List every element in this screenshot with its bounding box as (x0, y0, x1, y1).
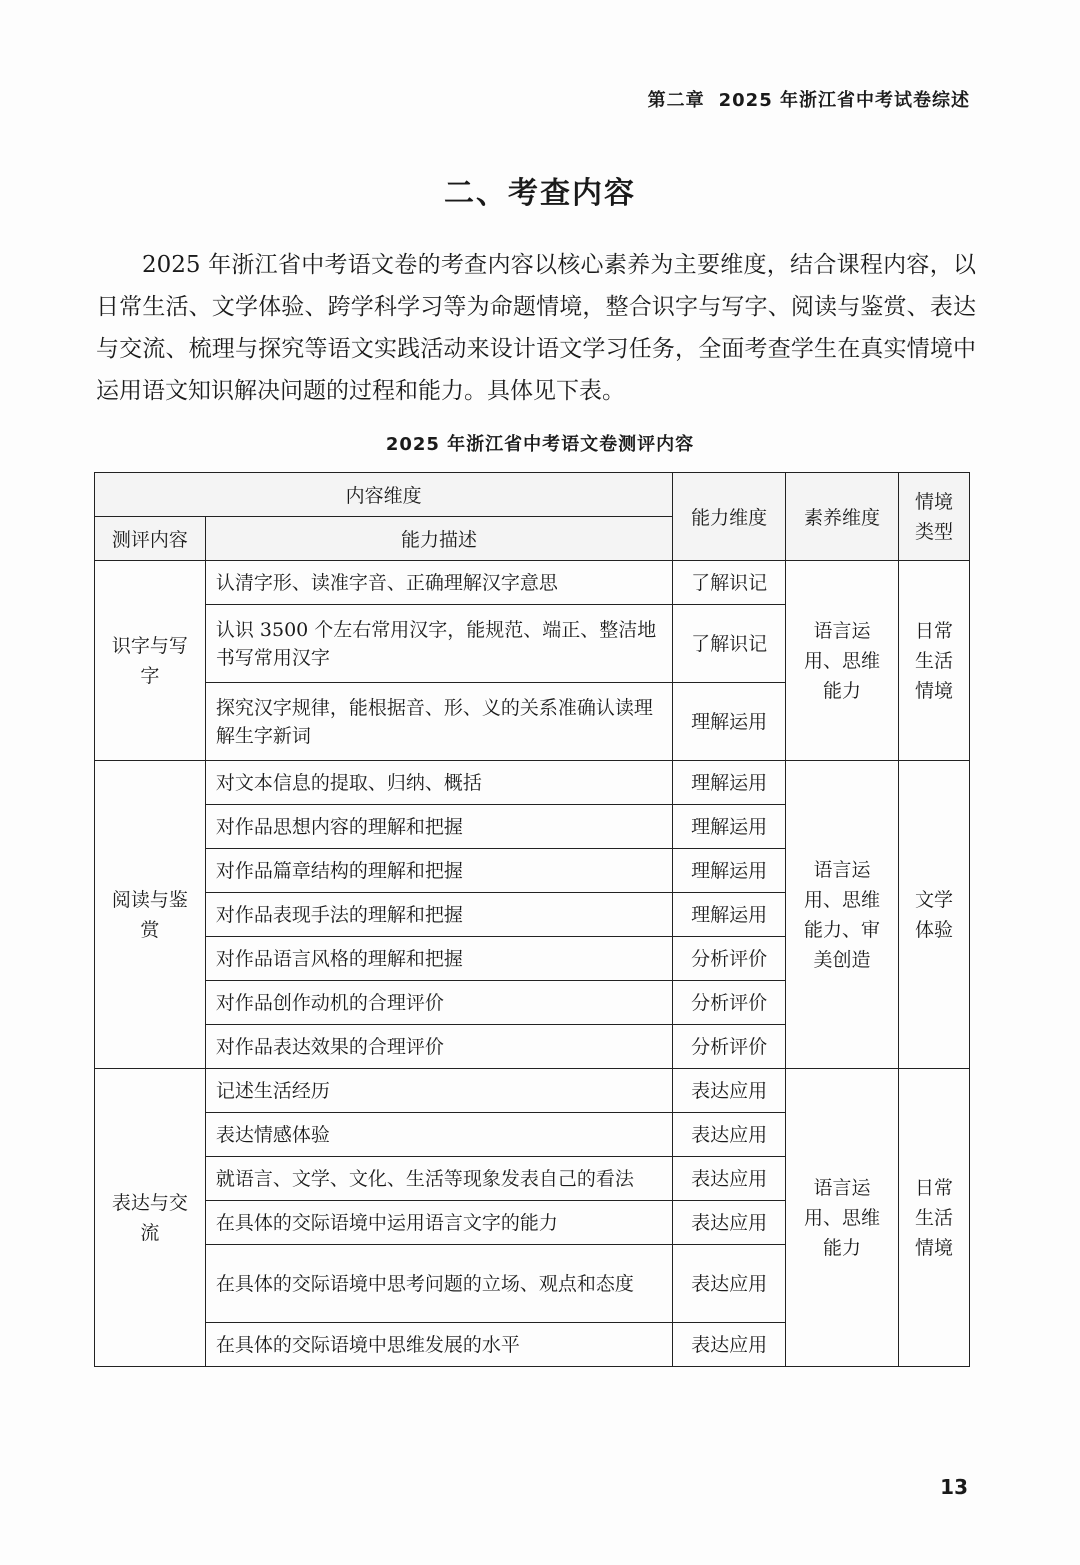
ability-desc-cell: 对作品篇章结构的理解和把握 (205, 849, 672, 893)
ability-cell: 表达应用 (673, 1069, 786, 1113)
chapter-title: 2025 年浙江省中考试卷综述 (718, 90, 970, 111)
context-cell: 日常生活情境 (899, 561, 970, 761)
header-context-type: 情境类型 (899, 473, 970, 561)
category-cell: 表达与交流 (95, 1069, 206, 1367)
ability-cell: 表达应用 (673, 1323, 786, 1367)
intro-text: 2025 年浙江省中考语文卷的考查内容以核心素养为主要维度，结合课程内容，以日常生活、文学体验、跨学科学习等为命题情境，整合识字与写字、阅读与鉴赏、表达与交流、梳理与探究等语文实践活动来设计语文学习任务，全面考查学生在真实情境中运用语文知识解决问题的过程和能力。具体见下表。 (96, 252, 976, 404)
header-content-dimension: 内容维度 (95, 473, 673, 517)
ability-cell: 表达应用 (673, 1113, 786, 1157)
ability-desc-cell: 对作品表达效果的合理评价 (205, 1025, 672, 1069)
ability-desc-cell: 对作品创作动机的合理评价 (205, 981, 672, 1025)
literacy-cell: 语言运用、思维能力、审美创造 (786, 761, 899, 1069)
table-row (95, 761, 970, 805)
ability-cell: 理解运用 (673, 761, 786, 805)
section-title: 二、考查内容 (444, 176, 636, 211)
ability-desc-cell: 对作品语言风格的理解和把握 (205, 937, 672, 981)
ability-desc-cell: 在具体的交际语境中思维发展的水平 (205, 1323, 672, 1367)
table-row (95, 1069, 970, 1113)
literacy-cell: 语言运用、思维能力 (786, 1069, 899, 1367)
header-eval-content: 测评内容 (95, 517, 206, 561)
running-header (648, 86, 970, 112)
ability-cell: 理解运用 (673, 849, 786, 893)
ability-desc-cell: 探究汉字规律，能根据音、形、义的关系准确认读理解生字新词 (205, 683, 672, 761)
header-ability-dimension: 能力维度 (673, 473, 786, 561)
ability-cell: 了解识记 (673, 561, 786, 605)
ability-cell: 理解运用 (673, 683, 786, 761)
context-cell: 日常生活情境 (899, 1069, 970, 1367)
page-number: 13 (940, 1475, 968, 1499)
header-literacy-dimension: 素养维度 (786, 473, 899, 561)
header-ability-desc: 能力描述 (205, 517, 672, 561)
ability-cell: 了解识记 (673, 605, 786, 683)
ability-desc-cell: 对文本信息的提取、归纳、概括 (205, 761, 672, 805)
ability-desc-cell: 对作品思想内容的理解和把握 (205, 805, 672, 849)
ability-cell: 表达应用 (673, 1245, 786, 1323)
ability-cell: 分析评价 (673, 1025, 786, 1069)
ability-cell: 表达应用 (673, 1157, 786, 1201)
ability-desc-cell: 认清字形、读准字音、正确理解汉字意思 (205, 561, 672, 605)
literacy-cell: 语言运用、思维能力 (786, 561, 899, 761)
ability-desc-cell: 表达情感体验 (205, 1113, 672, 1157)
table-title: 2025 年浙江省中考语文卷测评内容 (385, 434, 695, 455)
ability-desc-cell: 就语言、文学、文化、生活等现象发表自己的看法 (205, 1157, 672, 1201)
ability-desc-cell: 记述生活经历 (205, 1069, 672, 1113)
context-cell: 文学体验 (899, 761, 970, 1069)
ability-cell: 分析评价 (673, 981, 786, 1025)
ability-desc-cell: 认识 3500 个左右常用汉字，能规范、端正、整洁地书写常用汉字 (205, 605, 672, 683)
category-cell: 识字与写字 (95, 561, 206, 761)
category-cell: 阅读与鉴赏 (95, 761, 206, 1069)
ability-cell: 表达应用 (673, 1201, 786, 1245)
ability-desc-cell: 在具体的交际语境中运用语言文字的能力 (205, 1201, 672, 1245)
ability-desc-cell: 对作品表现手法的理解和把握 (205, 893, 672, 937)
intro-paragraph (96, 244, 976, 412)
ability-desc-cell: 在具体的交际语境中思考问题的立场、观点和态度 (205, 1245, 672, 1323)
table-row (95, 561, 970, 605)
chapter-label: 第二章 (647, 90, 705, 111)
ability-cell: 理解运用 (673, 893, 786, 937)
ability-cell: 理解运用 (673, 805, 786, 849)
ability-cell: 分析评价 (673, 937, 786, 981)
evaluation-table (94, 472, 970, 1367)
